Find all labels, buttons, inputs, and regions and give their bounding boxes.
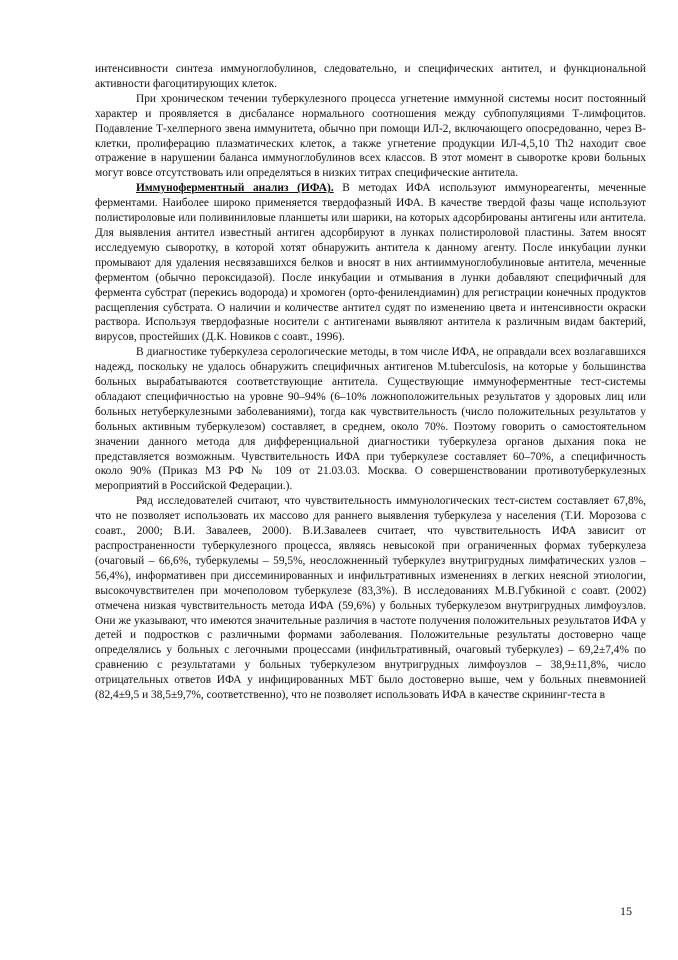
section-heading: Иммуноферментный анализ (ИФА). (136, 182, 334, 195)
page-body (95, 62, 646, 703)
paragraph (95, 92, 646, 181)
paragraph-text: Ряд исследователей считают, что чувствительность иммунологических тест-систем составляет 67,8%, что не позволяет использовать их массово для раннего выявления туберкулеза у населения (Т.И. Морозова с соавт., 2000; В.И. Завалеев, 2000). В.И.Завалеев считает, что чувствительность ИФА зависит от распространенности туберкулезного процесса, являясь невысокой при ограниченных формах туберкулеза (очаговый – 66,6%, туберкулемы – 59,5%, неосложненный туберкулез внутригрудных лимфатических узлов – 56,4%), информативен при диссеминированных и инфильтративных изменениях в легких неясной этиологии, высокочувствителен при мочеполовом туберкулезе (83,3%). В исследованиях М.В.Губкиной с соавт. (2002) отмечена низкая чувствительность метода ИФА (59,6%) у больных туберкулезом внутригрудных лимфоузлов. Они же указывают, что имеются значительные различия в частоте получения положительных результатов ИФА у детей и подростков с различными формами заболевания. Положительные результаты достоверно чаще определялись у больных с легочными процессами (инфильтративный, очаговый туберкулез) – 69,2±7,4% по сравнению с результатами у больных туберкулезом внутригрудных лимфоузлов – 38,9±11,8%, число отрицательных ответов ИФА у инфицированных МБТ было достоверно выше, чем у больных пневмонией (82,4±9,5 и 38,5±9,7%, соответственно), что не позволяет использовать ИФА в качестве скрининг-теста в (95, 495, 646, 702)
paragraph-text: В диагностике туберкулеза серологические методы, в том числе ИФА, не оправдали всех возлагавшихся надежд, поскольку не удалось обнаружить специфичных антигенов M.tuberculosis, на которые у большинства больных вырабатываются соответствующие антитела. Существующие иммуноферментные тест-системы обладают специфичностью на уровне 90–94% (6–10% ложноположительных результатов у здоровых лиц или больных нетуберкулезными заболеваниями), тогда как чувствительность (число положительных результатов у больных активным туберкулезом) составляет, в среднем, около 70%. Поэтому говорить о самостоятельном значении данного метода для дифференциальной диагностики туберкулеза органов дыхания пока не представляется возможным. Чувствительность ИФА при туберкулезе составляет 60–70%, а специфичность около 90% (Приказ МЗ РФ № 109 от 21.03.03. Москва. О совершенствовании противотуберкулезных мероприятий в Российской Федерации.). (95, 346, 646, 493)
paragraph (95, 494, 646, 703)
paragraph-text: При хроническом течении туберкулезного процесса угнетение иммунной системы носит постоянный характер и проявляется в дисбалансе нормального соотношения между субпопуляциями Т-лимфоцитов. Подавление Т-хелперного звена иммунитета, обычно при помощи ИЛ-2, включающего опосредованно, через В-клетки, пролиферацию плазматических клеток, а также угнетение продукции ИЛ-4,5,10 Th2 находит свое отражение в нарушении баланса иммуноглобулинов всех классов. В этот момент в сыворотке крови больных могут вовсе отсутствовать или определяться в низких титрах специфические антитела. (95, 92, 646, 180)
paragraph-text: интенсивности синтеза иммуноглобулинов, следовательно, и специфических антител, и функциональной активности фагоцитирующих клеток. (95, 63, 646, 90)
paragraph (95, 62, 646, 92)
paragraph-text: В методах ИФА используют иммунореагенты, меченные ферментами. Наиболее широко применяется твердофазный ИФА. В качестве твердой фазы чаще используют полистироловые или поливиниловые планшеты или шарики, на которых адсорбированы антигены или антитела. Для выявления антител известный антиген адсорбируют в лунках полистироловой пластины. Затем вносят исследуемую сыворотку, в которой хотят обнаружить антитела к данному агенту. После инкубации лунки промывают для удаления несвязавшихся белков и вносят в них антииммуноглобулиновые антитела, меченные ферментом (обычно пероксидазой). После инкубации и отмывания в лунки добавляют специфичный для фермента субстрат (перекись водорода) и хромоген (орто-фенилендиамин) для регистрации конечных продуктов расщепления субстрата. О наличии и количестве антител судят по изменению цвета и интенсивности окраски раствора. Используя твердофазные носители с антигенами выявляют антитела к различным видам бактерий, вирусов, простейших (Д.К. Новиков с соавт., 1996). (95, 182, 646, 344)
page-number: 15 (620, 904, 632, 918)
paragraph (95, 345, 646, 494)
paragraph (95, 181, 646, 345)
